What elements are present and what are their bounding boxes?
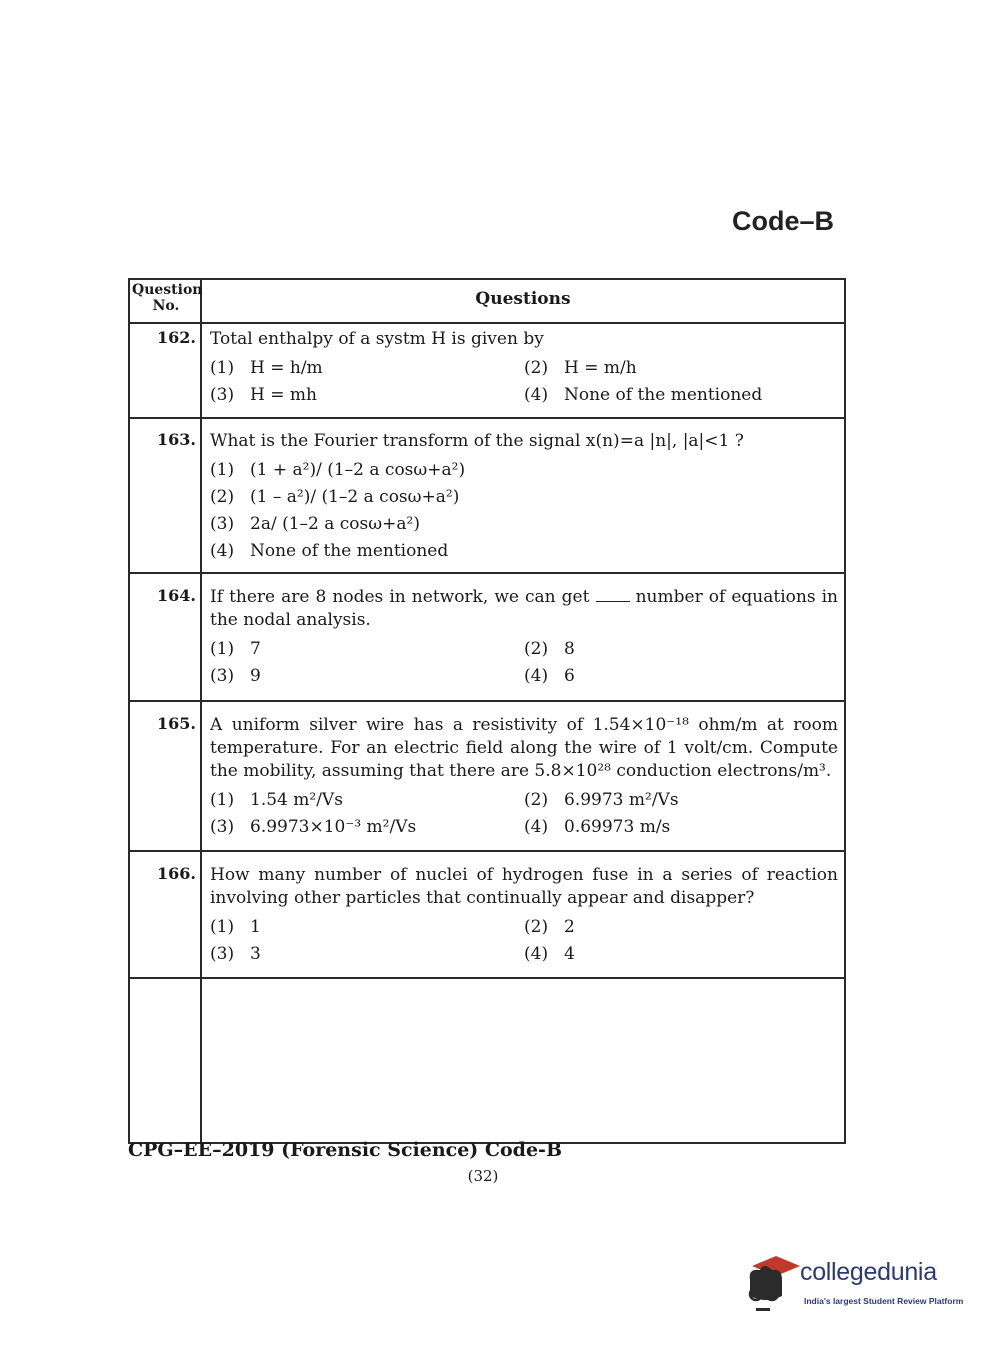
question-text: What is the Fourier transform of the signal x(n)=a |n|, |a|<1 ?	[210, 431, 744, 451]
row-divider	[130, 700, 844, 702]
option-item: (4) None of the mentioned	[210, 541, 449, 561]
watermark-logo	[742, 1250, 972, 1320]
option-item: (1) H = h/m	[210, 358, 323, 378]
options	[210, 355, 838, 409]
column-divider	[200, 280, 202, 1142]
question-text: A uniform silver wire has a resistivity of 1.54×10⁻¹⁸ ohm/m at room temperature. For an electric field along the wire of 1 volt/cm. Compute the mobility, assuming that there are 5.8×10²⁸ conduction electrons/m³.	[210, 715, 838, 781]
option-item: (3) H = mh	[210, 385, 317, 405]
options	[210, 914, 838, 968]
row-divider	[130, 572, 844, 574]
option-item: (2) 2	[524, 917, 575, 937]
footer-exam-code: CPG–EE–2019 (Forensic Science) Code-B	[128, 1139, 563, 1161]
option-item: (1) 1.54 m²/Vs	[210, 790, 343, 810]
options	[210, 787, 838, 841]
question-text: How many number of nuclei of hydrogen fuse in a series of reaction involving other particles that continually appear and disapper?	[210, 865, 838, 908]
option-item: (2) H = m/h	[524, 358, 637, 378]
option-item: (3) 9	[210, 666, 261, 686]
option-item: (3) 6.9973×10⁻³ m²/Vs	[210, 817, 417, 837]
option-item: (1) 1	[210, 917, 261, 937]
row-divider	[130, 977, 844, 979]
option-item: (1) (1 + a²)/ (1–2 a cosω+a²)	[210, 460, 466, 480]
brand-name: collegedunia	[800, 1258, 937, 1286]
question-number: 163.	[157, 430, 196, 449]
option-item: (2) 6.9973 m²/Vs	[524, 790, 679, 810]
question-number-header: Question No.	[132, 282, 203, 314]
page-code-label: Code–B	[732, 206, 835, 236]
option-item: (2) (1 – a²)/ (1–2 a cosω+a²)	[210, 487, 460, 507]
question-number: 162.	[157, 328, 196, 347]
option-item: (4) 4	[524, 944, 575, 964]
question-number: 166.	[157, 864, 196, 883]
question-number: 164.	[157, 586, 196, 605]
header-divider	[130, 322, 844, 324]
option-item: (4) 0.69973 m/s	[524, 817, 671, 837]
question-table	[128, 278, 846, 1144]
option-item: (2) 8	[524, 639, 575, 659]
row-divider	[130, 417, 844, 419]
option-item: (4) None of the mentioned	[524, 385, 763, 405]
options	[210, 636, 838, 690]
questions-header: Questions	[475, 289, 571, 309]
options	[210, 457, 838, 565]
row-divider	[130, 850, 844, 852]
brand-tagline: India's largest Student Review Platform	[804, 1296, 964, 1306]
mascot-icon	[742, 1252, 802, 1318]
answer-blank	[596, 587, 630, 602]
question-text: If there are 8 nodes in network, we can get number of equations in the nodal analysis.	[210, 587, 839, 630]
option-item: (4) 6	[524, 666, 575, 686]
question-text: Total enthalpy of a systm H is given by	[210, 329, 544, 349]
question-number: 165.	[157, 714, 196, 733]
option-item: (1) 7	[210, 639, 261, 659]
option-item: (3) 3	[210, 944, 261, 964]
option-item: (3) 2a/ (1–2 a cosω+a²)	[210, 514, 420, 534]
page-number: (32)	[467, 1167, 499, 1185]
